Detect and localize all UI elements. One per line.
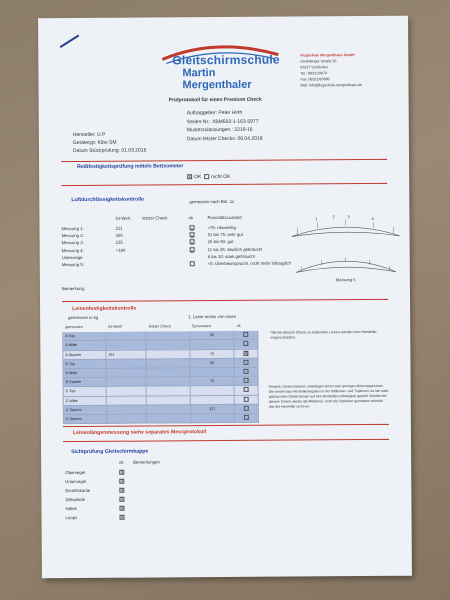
last-check-date: Datum letzter Checks: 06.04.2018 [186,135,263,142]
table-row [63,413,258,424]
row-ok-checkbox[interactable] [244,415,249,420]
cell-spross [190,386,235,395]
row-ok-checkbox[interactable] [244,396,249,401]
cell-spross: 127 [190,404,235,413]
cell-letzter[interactable] [147,377,190,386]
air-row-status: <5: Überbeansprucht, nicht mehr luftauglich [207,260,292,267]
col-ist: Ist-Wert [115,215,131,221]
visual-row-label: Nähte [65,506,77,512]
cell-spross [190,340,235,349]
row-ok-checkbox[interactable] [244,341,249,346]
client: Auftraggeber: Peter Hirth [186,109,243,117]
visual-inspection-title: Sichtprüfung Gleitschirmkappe [71,448,149,456]
tear-not-ok-label: nicht OK [211,173,231,181]
air-row-label: Unterseige [61,254,83,260]
air-row-checkbox[interactable]: X [189,225,194,230]
cell-ist[interactable]: 151 [106,350,147,359]
visual-row [65,477,124,486]
visual-row [65,495,124,504]
header-left [73,131,147,156]
col-status: Porositätszustand [207,214,242,221]
air-permeability-note: gemessen nach Brit. 1s [189,198,235,205]
cell-letzter[interactable] [146,349,189,358]
visual-col-remarks: Bemerkungen [133,459,160,465]
divider [62,299,388,302]
row-ok-checkbox[interactable] [244,387,249,392]
table-header: Sprosswert [189,321,234,330]
wing-diagram-icon [287,214,403,285]
row-label: C Mitte [63,396,106,405]
visual-row [65,486,124,495]
cell-letzter[interactable] [147,414,190,423]
air-row-checkbox[interactable]: X [190,247,195,252]
cell-letzter[interactable] [146,368,189,377]
row-label: B Stamm [63,377,106,386]
row-ok-checkbox[interactable] [244,369,249,374]
logo-line2: Martin Mergenthaler [182,67,252,92]
visual-row-checkbox[interactable]: X [120,496,124,503]
air-row-value: 211 [115,225,123,231]
air-row-label: Messung 2: [61,233,84,239]
line-strength-table [62,321,259,424]
cell-spross [190,395,235,404]
air-rows [61,224,292,268]
visual-row-checkbox[interactable]: X [120,514,124,521]
air-row-status: 51 bis 75: sehr gut [207,232,243,238]
air-row-checkbox[interactable]: X [190,240,195,245]
air-row-checkbox[interactable] [190,261,195,266]
row-ok-checkbox[interactable] [243,332,248,337]
contact-street: Hindelanger Straße 35 [300,59,337,64]
cell-spross [190,367,235,376]
divider [63,424,389,427]
visual-row-label: Eintrittskante [65,487,91,494]
cell-letzter[interactable] [147,404,190,413]
line-strength-hint: Hinweis: Dimensionieren unterliegen einem sehr geringen Alterungsprozess. Sie werden laut Herstellerangaben in der Mittleinen- und Topleinen nur bei stark gebrauchten Gleitschirmen auf ihre Mindestbruchfestigkeit geprüft. Wurden bei diesem Schirm wieder die Mittleinen- noch die Topleinen gemessen schreibt das der Hersteller nicht vor. [268,383,389,409]
cell-letzter[interactable] [146,340,189,349]
header-right [187,109,263,144]
air-permeability-title: Luftdurchlässigkeitskontrolle [71,196,144,204]
table-header: ok [234,321,258,330]
serial-number: Serien-Nr.: XBM502-1-163-5977 [186,118,259,125]
visual-row-label: Obersegel [65,469,86,476]
tear-not-ok-checkbox[interactable] [204,174,209,179]
device-type: Gerätetyp: Kibo SM [72,139,117,147]
contact-name: Flugschule Mergenthaler GmbH [300,53,355,58]
air-row-label: Messung 1: [61,225,84,232]
air-row-status: >75: neuwertig [207,224,236,231]
line-strength-title: Leinenfestigkeitskontrolle [72,305,137,313]
visual-row-checkbox[interactable]: X [120,487,124,494]
visual-row [65,513,124,522]
cell-ist[interactable] [106,386,147,395]
visual-row-checkbox[interactable]: X [120,478,124,485]
type-approval: Musterzulassungen.: 2219-16 [186,126,253,134]
cell-letzter[interactable] [146,331,189,340]
row-label: D Stamm [63,414,106,423]
line-strength-note: 1. Leine rechts von innen [188,313,237,320]
contact-tel: Tel.: 08321/9979 [300,71,328,76]
manufacturer: Hersteller: U.P [72,131,106,139]
visual-row-label: Untersegel [65,478,87,485]
row-ok-checkbox[interactable] [244,360,249,365]
row-label: A Stamm [63,350,106,359]
row-label: A Top [63,332,106,341]
line-strength-side-note: *die bei diesem Check zu reißenden Leinen werden vom Hersteller vorgeschrieben. [270,329,377,340]
tear-test-options [187,174,230,180]
air-row-value: >180 [115,247,126,253]
air-row-value: 235 [115,240,123,246]
air-row-label: Messung 4: [61,247,84,253]
wing-caption: Messung 5 [335,277,356,283]
visual-row-checkbox[interactable]: X [120,505,124,512]
wing-point-4: 4 [371,215,374,221]
air-row [61,260,292,268]
visual-row-label: Loops [65,515,78,521]
document-page [38,16,412,579]
tear-ok-label: OK [194,174,202,181]
cell-ist[interactable] [106,359,147,368]
cell-spross: 75 [190,377,235,386]
school-logo [156,41,282,92]
divider [61,159,387,162]
cell-ist[interactable] [106,396,147,405]
cell-ist[interactable] [106,368,147,377]
col-letzter: letzter Check [142,215,168,221]
visual-row-checkbox[interactable]: X [120,469,124,476]
cell-ist[interactable] [106,340,147,349]
contact-block [300,52,400,89]
row-label: B Top [63,359,106,368]
table-header: letzter Check [146,322,189,331]
cell-ist[interactable] [106,414,147,423]
row-ok-checkbox[interactable] [244,406,249,411]
cell-letzter[interactable] [147,386,190,395]
cell-ist[interactable] [106,405,147,414]
logo-line1: Gleitschirmschule [172,52,280,68]
table-header: Ist-Wert* [105,322,146,331]
visual-rows [65,468,124,522]
divider [63,439,389,442]
air-row-label: Messung 3: [61,240,84,246]
cell-spross: 30 [190,358,235,367]
pen-mark [60,35,80,48]
tear-ok-checkbox[interactable]: X [188,174,192,181]
col-ok: ok [188,215,194,221]
document-title: Prüfprotokoll für einen Premium Check [168,96,262,104]
divider [61,183,387,186]
table-header: gemessen [63,322,106,331]
air-remark-label: Bemerkung: [61,285,86,292]
visual-row [65,504,124,513]
row-label: B Mitte [63,368,106,377]
contact-city: 87527 Sonthofen [300,65,328,70]
row-ok-checkbox[interactable]: X [244,350,248,358]
cell-letzter[interactable] [147,395,190,404]
cell-spross: 30 [189,331,234,340]
visual-col-ok: ok [119,459,124,465]
cell-spross [190,413,235,422]
row-ok-checkbox[interactable] [244,378,249,383]
contact-fax: Fax: 08321/87888 [300,77,330,82]
air-row-checkbox[interactable]: X [190,232,195,237]
cell-ist[interactable] [106,377,147,386]
wing-point-1: 1 [315,216,318,222]
air-row-status: 6 bis 10: stark gebraucht [207,253,255,259]
air-row-value: 266 [115,232,123,238]
wing-point-2: 2 [332,214,335,220]
row-label: A Mitte [63,341,106,350]
cell-spross: 75 [190,349,235,358]
row-label: C Stamm [63,405,106,414]
visual-row-label: Zellwände [65,496,86,503]
cell-ist[interactable] [106,331,147,340]
visual-row [65,468,124,477]
line-strength-unit: gemessen in kg [68,314,99,321]
air-row-status: 11 bis 25: deutlich gebraucht [207,246,263,252]
line-length-note: Leinenlängenmessung siehe separates Messprotokoll [72,429,207,437]
air-row-status: 26 bis 50: gut [207,239,234,245]
wing-point-3: 3 [347,214,350,220]
tear-test-title: Reißfestigkeitsprüfung mittels Bettsometer [77,163,184,171]
cell-letzter[interactable] [146,358,189,367]
air-row-label: Messung 5: [61,261,85,268]
piece-test-date: Datum Stückprüfung: 01.03.2016 [72,147,147,155]
row-label: C Top [63,387,106,396]
contact-mail: Mail: info@flugschule-mergenthaler.de [300,83,362,88]
